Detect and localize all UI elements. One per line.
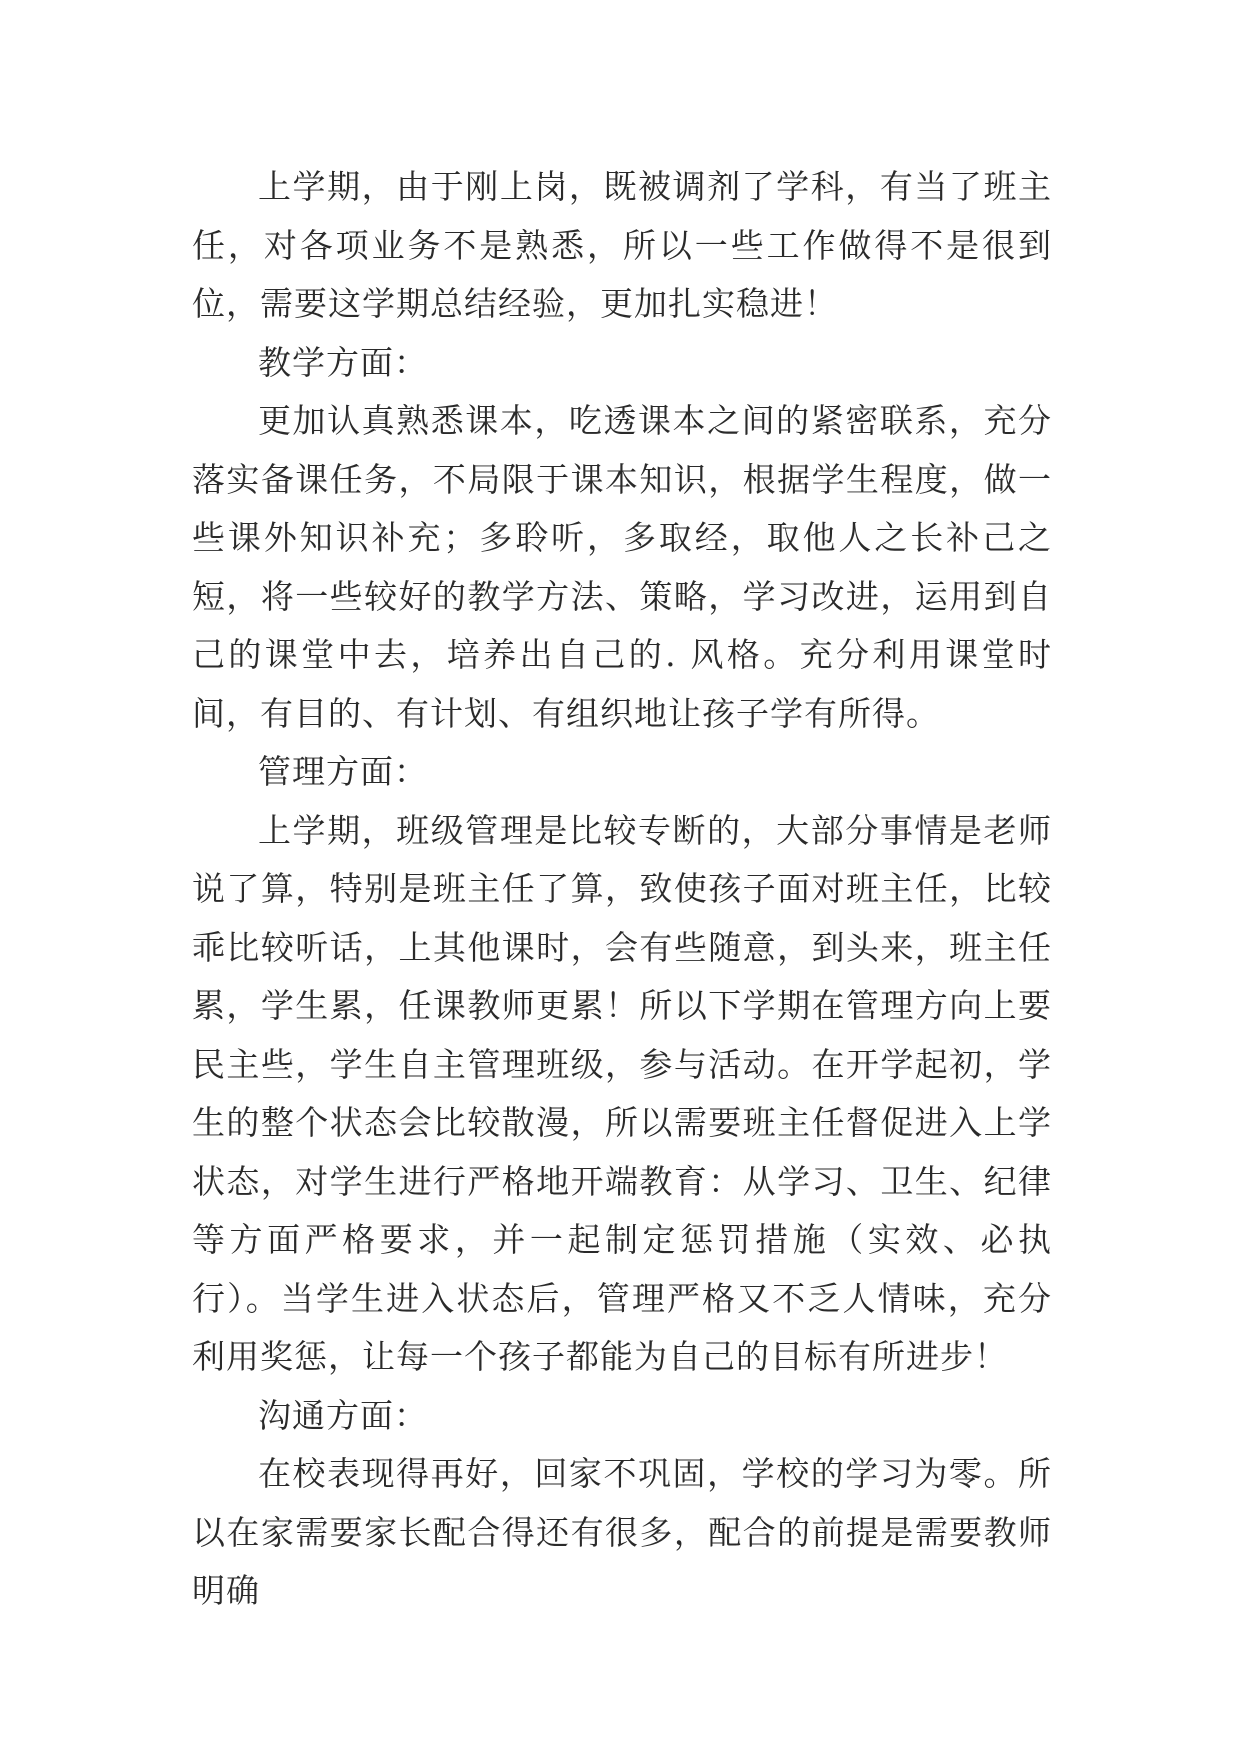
intro-paragraph: 上学期，由于刚上岗，既被调剂了学科，有当了班主任，对各项业务不是熟悉，所以一些工作做得不是很到位，需要这学期总结经验，更加扎实稳进！	[192, 167, 1052, 323]
section-heading-management: 管理方面：	[258, 752, 428, 791]
teaching-paragraph: 更加认真熟悉课本，吃透课本之间的紧密联系，充分落实备课任务，不局限于课本知识，根据学生程度，做一些课外知识补充；多聆听，多取经，取他人之长补己之短，将一些较好的教学方法、策略，学习改进，运用到自己的课堂中去，培养出自己的. 风格。充分利用课堂时间，有目的、有计划、有组织地让孩子学有所得。	[192, 401, 1052, 733]
communication-paragraph: 在校表现得再好，回家不巩固，学校的学习为零。所以在家需要家长配合得还有很多，配合的前提是需要教师明确	[192, 1454, 1052, 1610]
section-heading-communication: 沟通方面：	[258, 1395, 428, 1435]
management-paragraph: 上学期，班级管理是比较专断的，大部分事情是老师说了算，特别是班主任了算，致使孩子面对班主任，比较乖比较听话，上其他课时，会有些随意，到头来，班主任累，学生累，任课教师更累！所以下学期在管理方向上要民主些，学生自主管理班级，参与活动。在开学起初，学生的整个状态会比较散漫，所以需要班主任督促进入上学状态，对学生进行严格地开端教育：从学习、卫生、纪律等方面严格要求，并一起制定惩罚措施（实效、必执行）。当学生进入状态后，管理严格又不乏人情味，充分利用奖惩，让每一个孩子都能为自己的目标有所进步！	[192, 810, 1052, 1376]
section-heading-teaching: 教学方面：	[258, 342, 428, 382]
document-body	[192, 158, 1052, 1621]
